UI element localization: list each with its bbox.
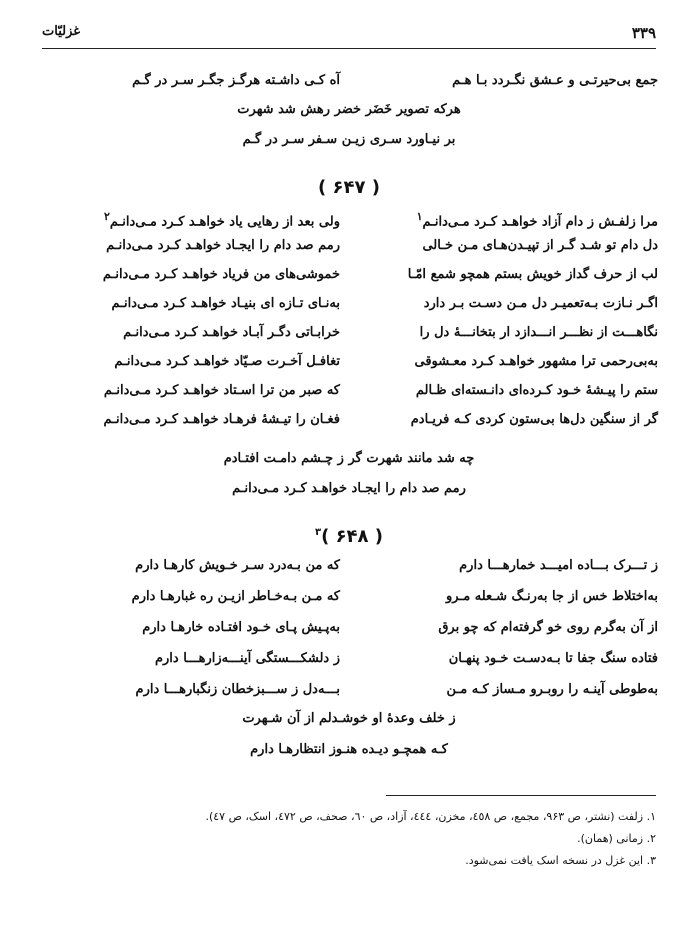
verse-line: چه شد مانند شهرت گر ز چـشم دامـت افتـادم <box>223 451 475 466</box>
hemistich-second: که مـن بـه‌خـاطر ازیـن ره غبارهـا دارم <box>131 589 340 604</box>
hemistich-second: به‌نـای تـازه ای بنیـاد خواهـد کـرد مـی‌دانـم <box>111 296 340 311</box>
couplet <box>40 677 658 703</box>
footnote-divider <box>386 795 656 796</box>
verse-line: بر نیـاورد سـری زیـن سـفر سـر در گـم <box>242 132 456 147</box>
hemistich-first: به‌بی‌رحمی ترا مشهور خواهـد کـرد معـشوقی <box>414 354 658 369</box>
verse-line: رمم صد دام را ایجـاد خواهـد کـرد مـی‌دانـم <box>232 481 466 496</box>
hemistich-second <box>40 204 340 235</box>
hemistich-second: به‌پـیش پـای خـود افتـاده خارهـا دارم <box>142 620 340 635</box>
couplet <box>40 646 658 672</box>
hemistich-first: ز تـــرک بـــاده امیـــد خمارهـــا دارم <box>459 558 658 573</box>
hemistich-text: ولی بعد از رهایی یاد خواهـد کـرد مـی‌دانـم <box>109 214 340 230</box>
couplet <box>40 378 658 404</box>
page-header <box>42 22 656 49</box>
running-title: غزلیّات <box>42 24 81 39</box>
footnote: ۳. این غزل در نسخه اسک یافت نمی‌شود. <box>465 854 656 867</box>
hemistich-first: از آن به‌گرم روی خو گرفته‌ام که چو برق <box>438 620 658 635</box>
poem-title-text: ( ۶۴۸ ) <box>321 526 384 547</box>
verse-line: هرکه تصویر خَضَر خضر رهش شد شهرت <box>237 102 461 117</box>
hemistich-second: ز دلشکـــستگی آینـــه‌زارهـــا دارم <box>154 651 340 666</box>
poem-title <box>40 519 658 547</box>
couplet <box>40 68 658 94</box>
hemistich-first: جمع بی‌حیرتـی و عـشق نگـردد بـا هـم <box>452 73 658 88</box>
couplet <box>40 407 658 433</box>
couplet <box>40 584 658 610</box>
couplet <box>40 349 658 375</box>
hemistich-second: آه کـی داشـته هرگـز جگـر سـر در گـم <box>132 73 340 88</box>
couplet <box>40 615 658 641</box>
poem-title: ( ۶۴۷ ) <box>318 177 380 198</box>
hemistich-first: اگـر نـازت بـه‌تعمیـر دل مـن دسـت بـر دارد <box>423 296 658 311</box>
hemistich-second: خرابـاتی دگـر آبـاد خواهـد کـرد مـی‌دانـم <box>123 325 340 340</box>
hemistich-first: به‌طوطی آینـه را روبـرو مـساز کـه مـن <box>446 682 658 697</box>
hemistich-first: لب از حرف گداز خویش بستم همچو شمع امّـا <box>407 267 658 282</box>
hemistich-first: گر از سنگین دل‌ها بی‌ستون کردی کـه فریـادم <box>410 412 658 427</box>
couplet <box>40 320 658 346</box>
couplet <box>40 553 658 579</box>
hemistich-second: که صبر من ترا اسـتاد خواهـد کـرد مـی‌دانـم <box>103 383 340 398</box>
hemistich-text: مرا زلفـش ز دام آزاد خواهـد کـرد مـی‌دانـم <box>422 214 658 230</box>
hemistich-first: ستم را پیـشهٔ خـود کـرده‌ای دانـسته‌ای ظـالم <box>415 383 658 398</box>
hemistich-second: که من بـه‌درد سـر خـویش کارهـا دارم <box>135 558 340 573</box>
footnote: ۱. زلفت (نشتر، ص ۹۶۳، مجمع، ص ٤٥٨، مخزن، ٤٤٤، آزاد، ص ٦٠، صحف، ص ٤٧٢، اسک، ص ٤٧). <box>205 810 656 823</box>
footnote-ref: ۲ <box>103 210 110 223</box>
footnote: ۲. زمانی (همان). <box>577 832 656 845</box>
couplet <box>40 204 658 230</box>
hemistich-first <box>358 204 658 235</box>
hemistich-first: فتاده سنگ جفا تا بـه‌دسـت خـود پنهـان <box>448 651 658 666</box>
verse-line: کـه همچـو دیـده هنـوز انتظارهـا دارم <box>250 742 448 757</box>
couplet <box>40 291 658 317</box>
hemistich-second: فغـان را تیـشهٔ فرهـاد خواهـد کـرد مـی‌دانـم <box>103 412 340 427</box>
hemistich-first: به‌اختلاط خس از جا به‌رنـگ شـعله مـرو <box>446 589 658 604</box>
hemistich-first: دل دام تو شـد گـر از تپیـدن‌هـای مـن خـالی <box>422 238 658 253</box>
page-number: ۳۳۹ <box>631 24 656 42</box>
hemistich-second: بـــه‌دل ز ســـبزخطان زنگبارهـــا دارم <box>135 682 340 697</box>
couplet <box>40 233 658 259</box>
hemistich-second: تغافـل آخـرت صـیّاد خواهـد کـرد مـی‌دانـم <box>114 354 340 369</box>
footnote-ref: ۱ <box>416 210 423 223</box>
verse-line: ز خلف وعدهٔ او خوشـدلم از آن شـهرت <box>242 711 456 726</box>
footnote-ref: ۳ <box>314 527 322 538</box>
hemistich-first: نگاهـــت از نظـــر انـــدازد ار بتخانـــهٔ دل را <box>419 325 658 340</box>
couplet <box>40 262 658 288</box>
hemistich-second: خموشی‌های من فریاد خواهـد کـرد مـی‌دانـم <box>102 267 340 282</box>
hemistich-second: رمم صد دام را ایجـاد خواهـد کـرد مـی‌دانـم <box>106 238 340 253</box>
